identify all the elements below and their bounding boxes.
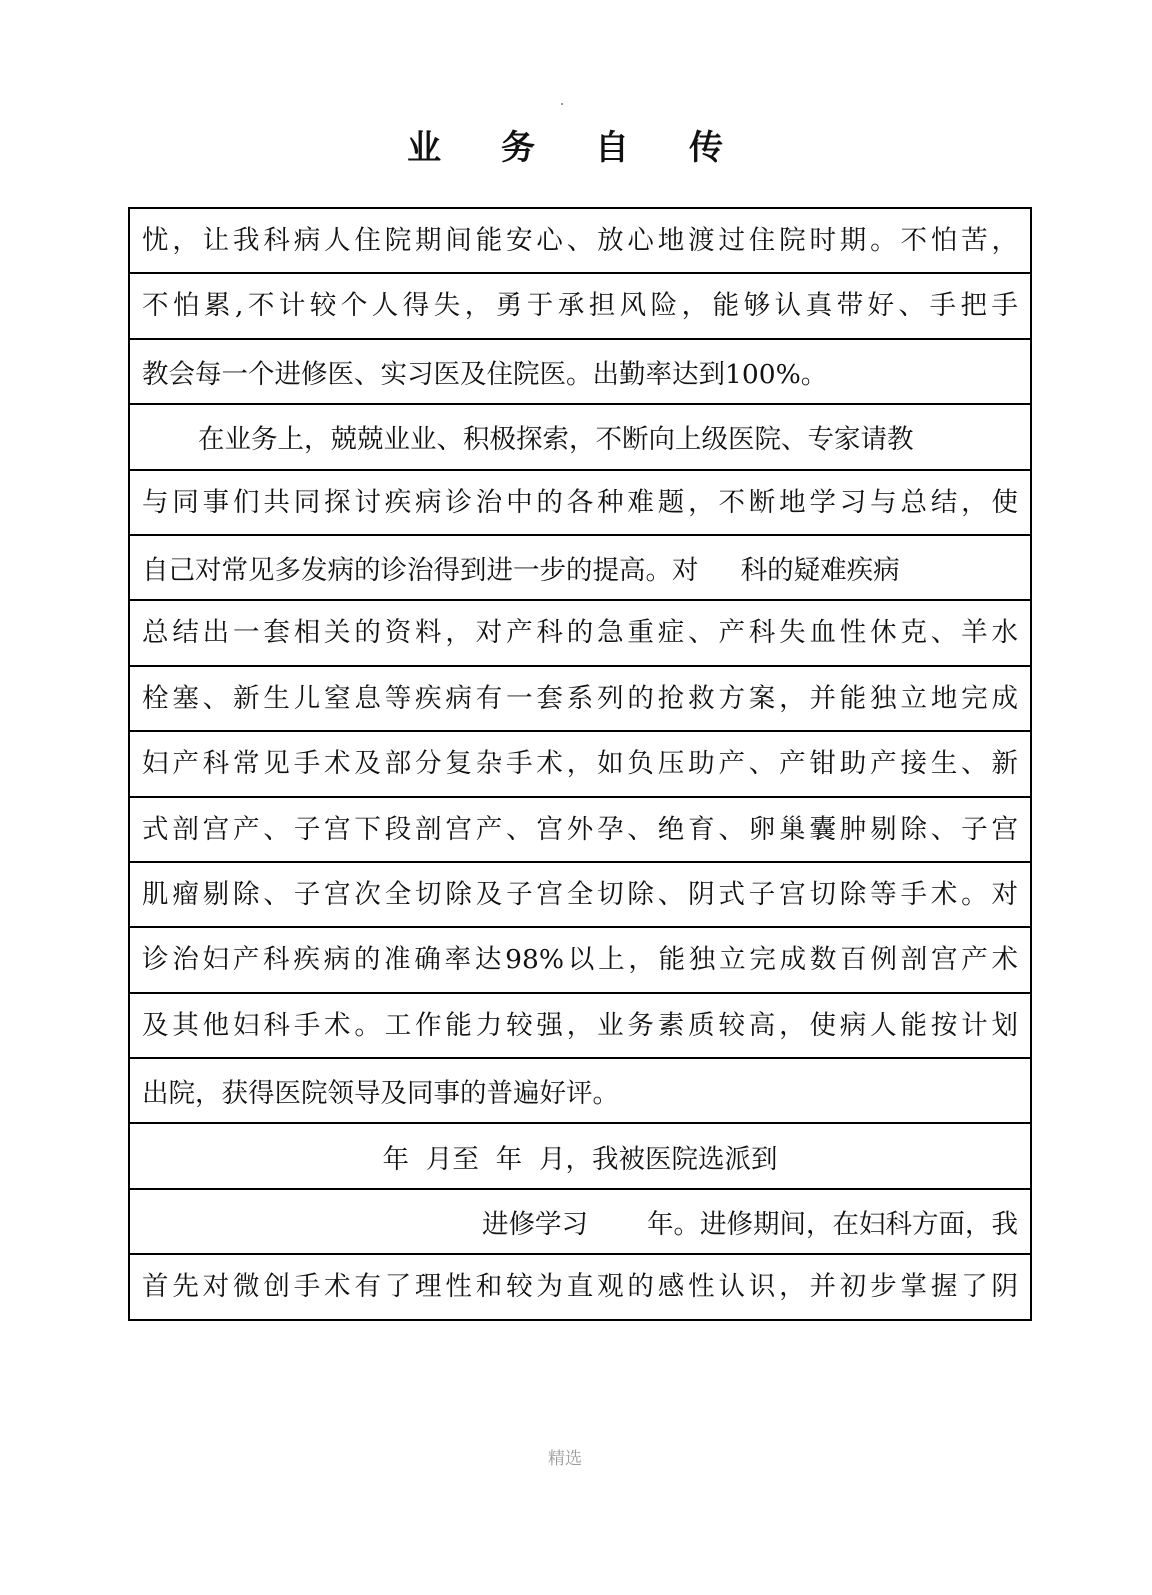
document-title: 业务自传 (407, 128, 783, 168)
text-line-13: 及其他妇科手术。工作能力较强，业务素质较高，使病人能按计划 (130, 994, 1030, 1059)
page-dot (561, 103, 563, 105)
text-line-3: 教会每一个进修医、实习医及住院医。出勤率达到100%。 (130, 340, 1030, 405)
text-line-1: 忧，让我科病人住院期间能安心、放心地渡过住院时期。不怕苦， (130, 209, 1030, 274)
text-line-4: 在业务上，兢兢业业、积极探索，不断向上级医院、专家请教 (130, 405, 1030, 470)
text-line-2: 不怕累,不计较个人得失，勇于承担风险，能够认真带好、手把手 (130, 274, 1030, 339)
page-footer: 精选 (548, 1449, 582, 1469)
text-line-15: 年 月至 年 月，我被医院选派到 (130, 1124, 1030, 1189)
ruled-text-table (128, 207, 1032, 1321)
text-line-16: 进修学习 年。进修期间，在妇科方面，我 (130, 1190, 1030, 1255)
text-line-7: 总结出一套相关的资料，对产科的急重症、产科失血性休克、羊水 (130, 601, 1030, 666)
text-line-8: 栓塞、新生儿窒息等疾病有一套系列的抢救方案，并能独立地完成 (130, 667, 1030, 732)
text-line-6: 自己对常见多发病的诊治得到进一步的提高。对 科的疑难疾病 (130, 536, 1030, 601)
text-line-17: 首先对微创手术有了理性和较为直观的感性认识，并初步掌握了阴 (130, 1255, 1030, 1320)
text-line-14: 出院，获得医院领导及同事的普遍好评。 (130, 1059, 1030, 1124)
text-line-10: 式剖宫产、子宫下段剖宫产、宫外孕、绝育、卵巢囊肿剔除、子宫 (130, 798, 1030, 863)
text-line-12: 诊治妇产科疾病的准确率达98%以上，能独立完成数百例剖宫产术 (130, 928, 1030, 993)
text-line-11: 肌瘤剔除、子宫次全切除及子宫全切除、阴式子宫切除等手术。对 (130, 863, 1030, 928)
text-line-9: 妇产科常见手术及部分复杂手术，如负压助产、产钳助产接生、新 (130, 732, 1030, 797)
text-line-5: 与同事们共同探讨疾病诊治中的各种难题，不断地学习与总结，使 (130, 471, 1030, 536)
